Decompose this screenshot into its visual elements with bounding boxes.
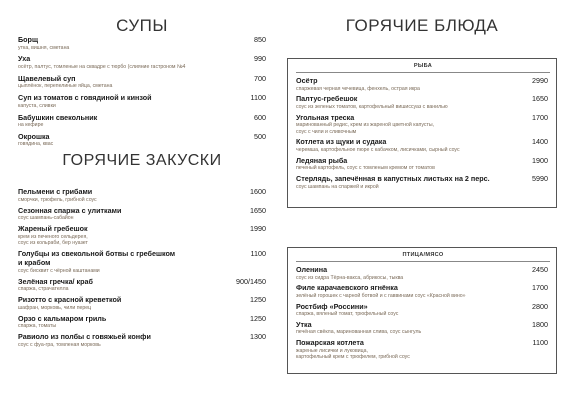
item-name: Бабушкин свекольник (18, 112, 98, 122)
item-price: 1800 (532, 319, 548, 329)
item-price: 1700 (532, 283, 548, 293)
item-name: Пожарская котлета (296, 338, 364, 348)
menu-item (296, 138, 550, 153)
item-desc: печёная свёкла, маринованная слива, соус сынгуль (296, 329, 422, 336)
item-name: Борщ (18, 35, 39, 44)
item-desc: сморчки, трюфель, грибной соус (18, 196, 97, 203)
item-desc: спаржа, вяленый томат, трюфельный соус (296, 311, 399, 318)
menu-item (18, 315, 266, 330)
item-name: Пельмени с грибами (18, 187, 93, 196)
item-price: 900/1450 (236, 276, 266, 286)
item-price: 1700 (532, 112, 548, 122)
menu-item (296, 157, 550, 172)
item-desc: соус с фуа-гра, томленая морковь (18, 341, 101, 348)
menu-item (296, 321, 550, 336)
menu-item (18, 296, 266, 311)
item-desc: черемша, картофельное пюре с кабачком, лисичками, сырный соус (296, 147, 460, 154)
item-name: Утка (296, 319, 312, 329)
item-price: 1900 (532, 155, 548, 165)
menu-item (18, 207, 266, 222)
item-desc: утка, вишня, сметана (18, 44, 70, 51)
item-name: Орзо с кальмаром гриль (18, 313, 107, 323)
item-name: Палтус-гребешок (296, 94, 358, 104)
menu-item (18, 94, 266, 109)
item-desc: капуста, сливки (18, 102, 56, 109)
item-price: 500 (254, 131, 266, 141)
item-desc: говядина, квас (18, 141, 54, 148)
item-desc: соус из зеленых томатов, картофельный вишиссуаз с ванилью (296, 103, 448, 110)
menu-item (18, 36, 266, 51)
item-name: Котлета из щуки и судака (296, 137, 387, 147)
item-price: 1250 (250, 313, 266, 323)
meat-box (287, 247, 557, 374)
item-price: 1650 (250, 205, 266, 215)
item-price: 1650 (532, 94, 548, 104)
menu-item (18, 250, 266, 274)
item-desc: спаржа, томаты (18, 323, 57, 330)
menu-item (18, 188, 266, 203)
item-name: Ростбиф «Россини» (296, 301, 368, 311)
item-name: Сезонная спаржа с улитками (18, 205, 122, 215)
section-title-hot-dishes: ГОРЯЧИЕ БЛЮДА (345, 16, 499, 35)
item-price: 1100 (532, 338, 548, 348)
menu-item (18, 55, 266, 70)
item-name-line2: и крабом (18, 257, 51, 267)
menu-item (18, 75, 266, 90)
item-desc: спаржа, страчателла (18, 286, 69, 293)
item-desc: соус шампань на спаржей и икрой (296, 183, 379, 190)
item-desc: маринованный редис, крем из жареной цветной капусты, (296, 122, 434, 129)
item-name: Оленина (296, 265, 328, 274)
item-desc: печеный картофель, соус с томленым кремом от томатов (296, 165, 435, 172)
item-price: 1100 (250, 249, 266, 259)
item-desc: зелёный горошек с чарной ботвой и с гаввинами соус «Красной вино» (296, 292, 466, 299)
section-title-soups: СУПЫ (116, 16, 168, 35)
item-name: Окрошка (18, 131, 50, 141)
item-price: 5990 (532, 174, 548, 183)
item-price: 1250 (250, 295, 266, 305)
item-desc: соус бисквит с чёрной каштанами (18, 267, 100, 274)
item-desc: жареные лисички и луковица, (296, 347, 368, 354)
divider (296, 261, 550, 262)
item-price: 850 (254, 35, 266, 44)
item-desc: картофельный крем с трюфелем, грибной соус (296, 354, 410, 361)
item-desc: соус из кольраби, бер нуазет (18, 240, 88, 247)
box-heading-meat: ПТИЦА/МЯСО (402, 252, 444, 258)
item-name: Ризотто с красной креветкой (18, 295, 122, 305)
item-name: Уха (18, 54, 31, 64)
soups-list (18, 36, 266, 152)
menu-item (296, 284, 550, 299)
hot-snacks-list (18, 188, 266, 352)
item-desc: соус шампань-сабайон (18, 215, 74, 222)
menu-item (296, 77, 550, 92)
fish-box (287, 58, 557, 208)
menu-item (296, 339, 550, 361)
item-desc: цыплёнок, перепелиные яйца, сметана (18, 83, 113, 90)
item-price: 1300 (250, 332, 266, 342)
box-heading-fish: РЫБА (413, 63, 433, 69)
item-price: 2990 (532, 76, 548, 85)
item-price: 2800 (532, 301, 548, 311)
item-price: 600 (254, 112, 266, 122)
item-price: 700 (254, 73, 266, 83)
menu-item (18, 114, 266, 129)
menu-item (18, 333, 266, 348)
menu-item (296, 175, 550, 190)
item-name: Угольная треска (296, 112, 355, 122)
item-name: Стерлядь, запечённая в капустных листьях на 2 перс. (296, 174, 490, 183)
item-name: Жареный гребешок (18, 224, 88, 234)
item-name: Ледяная рыба (296, 155, 348, 165)
item-name: Голубцы из свекольной ботвы с гребешком (18, 249, 176, 259)
item-name: Равиоло из полбы с говяжьей конфи (18, 332, 151, 342)
item-desc: крем из печеного сельдерея, (18, 233, 88, 240)
menu-item (296, 95, 550, 110)
menu-item (296, 114, 550, 136)
item-desc: на кефире (18, 122, 44, 129)
menu-item (296, 303, 550, 318)
menu-item (18, 133, 266, 148)
item-price: 2450 (532, 265, 548, 274)
item-price: 1100 (250, 93, 266, 103)
item-price: 1400 (532, 137, 548, 147)
item-desc: соус с чили и сливочным (296, 128, 357, 135)
item-desc: спаржевая черная чечевица, фенхель, острая икра (296, 85, 420, 92)
item-price: 990 (254, 54, 266, 64)
item-desc: шафран, морковь, чили перец (18, 304, 92, 311)
section-title-hot-snacks: ГОРЯЧИЕ ЗАКУСКИ (62, 152, 222, 169)
menu-item (18, 225, 266, 247)
menu-item (296, 266, 550, 281)
item-desc: соус из сидра Тёрна-вакса, абрикосы, тыква (296, 274, 404, 281)
item-price: 1990 (250, 224, 266, 234)
menu-item (18, 278, 266, 293)
item-name: Филе карачаевского ягнёнка (296, 283, 398, 293)
item-name: Суп из томатов с говядиной и кинзой (18, 93, 152, 103)
item-desc: осётр, палтус, томленые на сквадре с тюрбо (слияние гастроном №4 (18, 63, 186, 70)
item-name: Зелёная гречка/ краб (18, 276, 93, 286)
item-name: Щавелевый суп (18, 73, 76, 83)
divider (296, 72, 550, 73)
item-name: Осётр (296, 76, 318, 85)
item-price: 1600 (250, 187, 266, 196)
